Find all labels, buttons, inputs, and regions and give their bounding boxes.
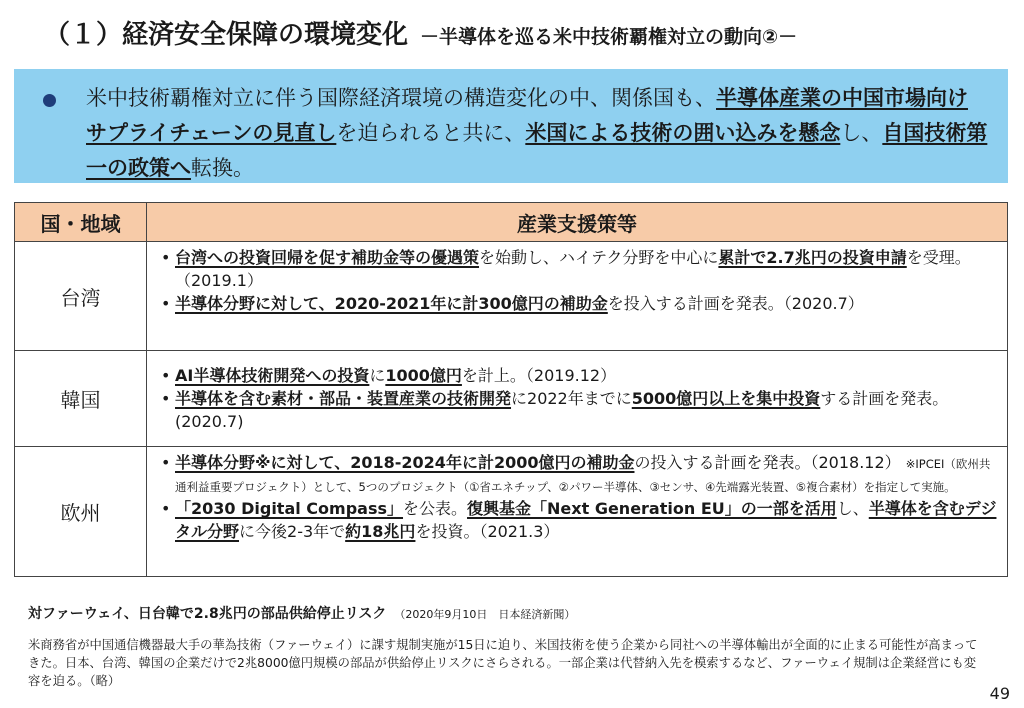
bullet-icon — [43, 94, 56, 107]
title-subtitle: －半導体を巡る米中技術覇権対立の動向②－ — [420, 26, 798, 48]
footnote-ipcei: ※IPCEI（欧州共通利益重要プロジェクト）として、5つのプロジェクト（①省エネチップ、②パワー半導体、③センサ、④先端露光装置、⑤複合素材）を指定して実施。 — [175, 457, 991, 494]
table-row-europe — [15, 447, 1008, 577]
table-header-row — [15, 203, 1008, 242]
title-main: （１）経済安全保障の環境変化 — [44, 20, 409, 50]
table-row-korea — [15, 351, 1008, 447]
table-row-taiwan — [15, 242, 1008, 351]
summary-text: 米中技術覇権対立に伴う国際経済環境の構造変化の中、関係国も、半導体産業の中国市場向けサプライチェーンの見直しを迫られると共に、米国による技術の囲い込みを懸念し、自国技術第一の政策へ転換。 — [86, 86, 988, 180]
page-number: 49 — [989, 684, 1010, 703]
page-title — [44, 14, 797, 51]
policy-cell-taiwan — [147, 242, 1008, 351]
list-item: • 半導体分野※に対して、2018-2024年に計2000億円の補助金の投入する計画を発表。（2018.12） ※IPCEI（欧州共通利益重要プロジェクト）として、5つのプロジェクト（①省エネチップ、②パワー半導体、③センサ、④先端露光装置、⑤複合素材）を指定して実施。 — [175, 451, 997, 497]
news-body: 米商務省が中国通信機器最大手の華為技術（ファーウェイ）に課す規制実施が15日に迫り、米国技術を使う企業から同社への半導体輸出が全面的に止まる可能性が高まってきた。日本、台湾、韓国の企業だけで2兆8000億円規模の部品が供給停止リスクにさらされる。一部企業は代替納入先を模索するなど、ファーウェイ規制は企業経営にも変容を迫る。（略） — [28, 638, 978, 688]
region-taiwan: 台湾 — [15, 242, 147, 351]
region-europe: 欧州 — [15, 447, 147, 577]
news-source: （2020年9月10日 日本経済新聞） — [394, 608, 576, 621]
policy-cell-europe — [147, 447, 1008, 577]
region-korea: 韓国 — [15, 351, 147, 447]
news-headline: 対ファーウェイ、日台韓で2.8兆円の部品供給停止リスク （2020年9月10日 日本経済新聞） — [28, 606, 576, 622]
list-item: • 半導体分野に対して、2020-2021年に計300億円の補助金を投入する計画を発表。（2020.7） — [175, 292, 997, 315]
list-item: • 半導体を含む素材・部品・装置産業の技術開発に2022年までに5000億円以上を集中投資する計画を発表。(2020.7) — [175, 387, 997, 433]
list-item: • 「2030 Digital Compass」を公表。復興基金「Next Generation EU」の一部を活用し、半導体を含むデジタル分野に今後2-3年で約18兆円を投資。（2021.3） — [175, 497, 997, 543]
header-region: 国・地域 — [15, 203, 147, 242]
list-item: • AI半導体技術開発への投資に1000億円を計上。（2019.12） — [175, 364, 997, 387]
summary-box — [14, 69, 1008, 183]
industrial-policy-table — [14, 202, 1008, 577]
list-item: • 台湾への投資回帰を促す補助金等の優遇策を始動し、ハイテク分野を中心に累計で2.7兆円の投資申請を受理。（2019.1） — [175, 246, 997, 292]
header-policy: 産業支援策等 — [147, 203, 1008, 242]
policy-cell-korea — [147, 351, 1008, 447]
